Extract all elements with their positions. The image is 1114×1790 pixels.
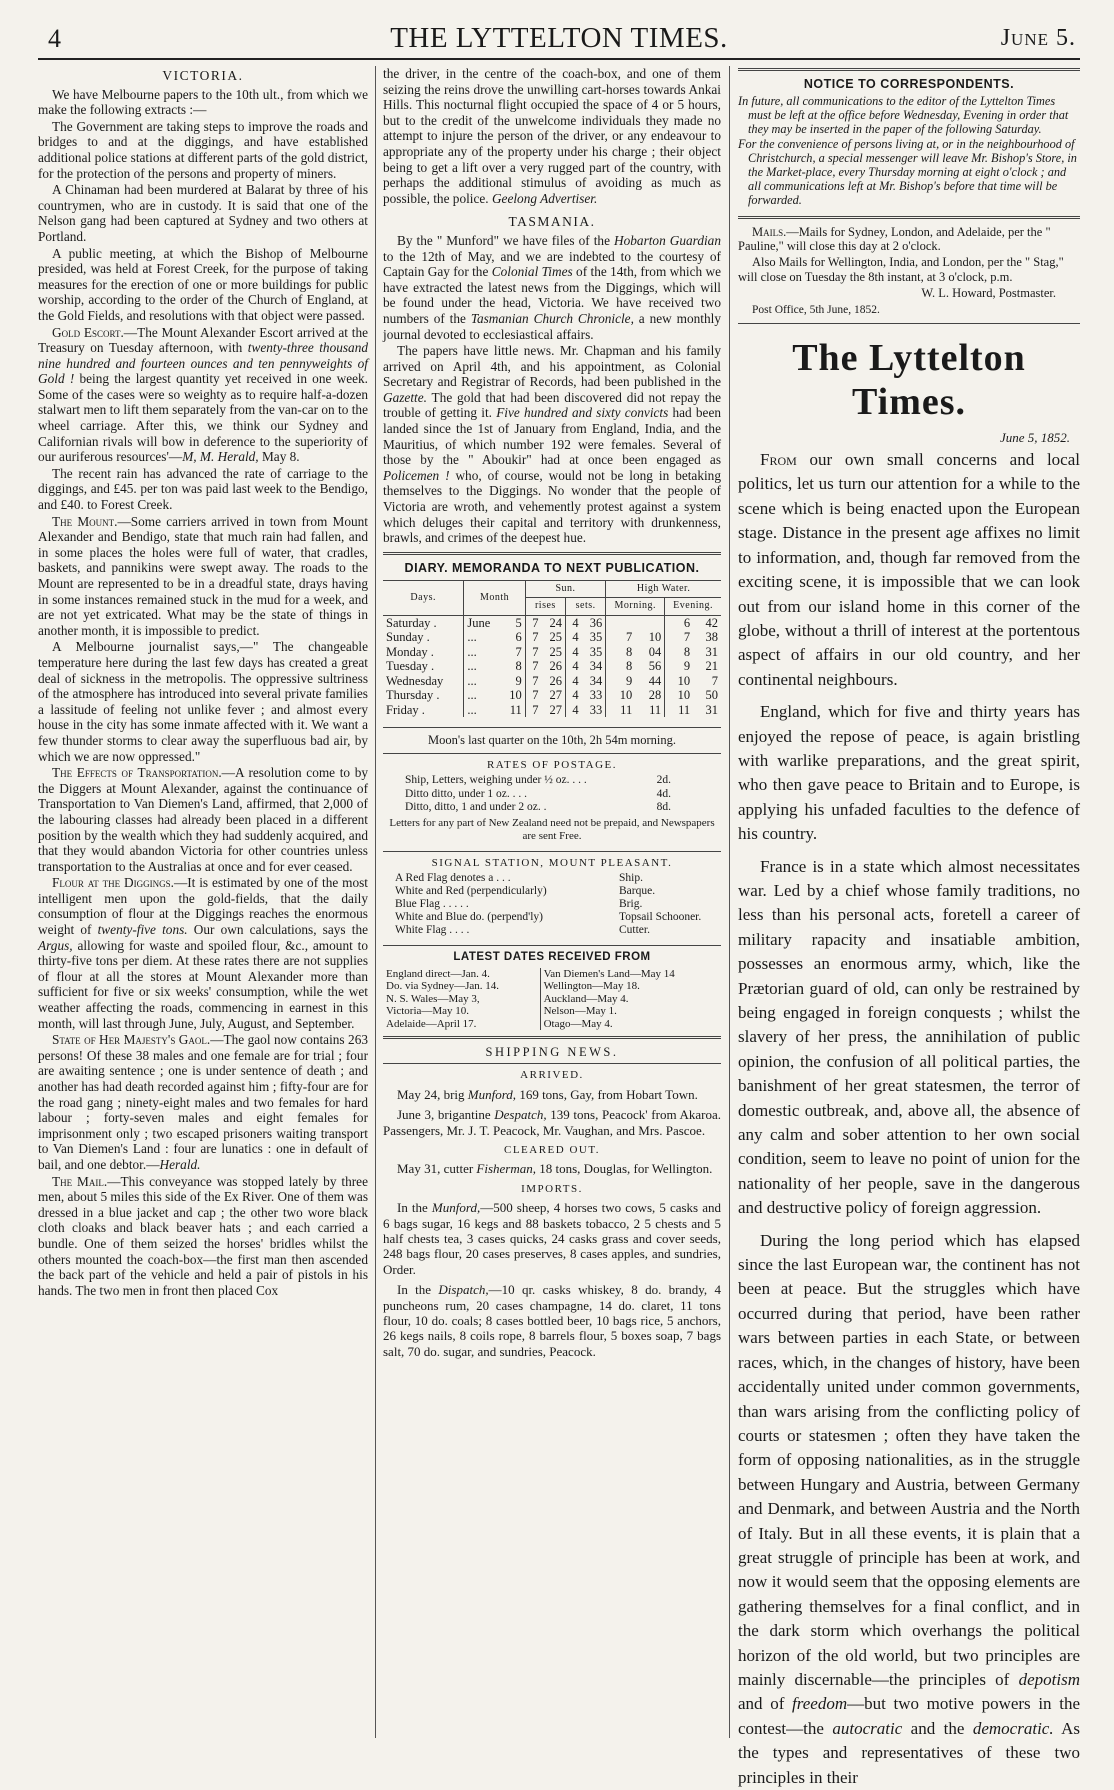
paragraph-lead: Gold Escort. xyxy=(52,324,124,340)
divider xyxy=(738,323,1080,324)
diary-cell: 38 xyxy=(705,630,718,645)
postmaster-signature: W. L. Howard, Postmaster. xyxy=(921,286,1056,301)
column-2 xyxy=(383,66,721,1738)
text-run: to the 12th of May, and we are indebted to the courtesy of Captain Gay for the xyxy=(383,248,721,280)
diary-cell: 4 xyxy=(566,615,582,630)
article-paragraph: A Melbourne journalist says,—" The changeable temperature here during the last few days has created a great deal of sickness in the metropolis. The oppressive sultriness of the atmosphere has introduced into several private families a lassitude of feeling not unlike fever ; and almost every house in the city has some inmate affected with it. We want a few thunder storms to clear away the superfluous bad air, by which we are now oppressed." xyxy=(38,639,368,764)
signal-flag: A Red Flag denotes a . . . xyxy=(395,871,511,884)
cleared-item xyxy=(383,1161,721,1176)
italic-run: Hobarton Guardian xyxy=(614,232,721,248)
italic-run: democratic. xyxy=(972,1718,1054,1738)
editorial-body xyxy=(738,448,1080,1790)
diary-cell: 10 xyxy=(648,630,662,645)
tasmania-heading: TASMANIA. xyxy=(508,214,596,230)
postage-row xyxy=(405,774,721,788)
text-run: May 24, brig xyxy=(397,1086,468,1102)
diary-cell: 5 xyxy=(515,615,522,630)
import-item xyxy=(383,1200,721,1277)
latest-right: Van Diemen's Land—May 14 xyxy=(540,968,721,981)
diary-cell: Friday . xyxy=(386,702,425,717)
editorial-paragraph xyxy=(738,1229,1080,1790)
diary-row xyxy=(383,674,721,689)
import-item xyxy=(383,1282,721,1359)
diary-cell: 7 xyxy=(525,688,541,703)
mails-paragraph xyxy=(738,225,1080,254)
diary-cell: ... xyxy=(464,645,501,660)
text-run: —A resolution come to by the Diggers at Mount Alexander, against the continuance of Transportation to Van Diemen's Land, affirmed, that 2,000 of the labouring classes had already been placed in a different position by the wealth which they had suddenly acquired, and that they would abandon Victoria for other countries unless transportation to the Australias at once and for ever ceased. xyxy=(38,765,369,874)
diary-cell: ... xyxy=(464,630,501,645)
paragraph-lead: Mails. xyxy=(752,224,787,239)
diary-cell: 7 xyxy=(665,630,693,645)
diary-cell: 7 xyxy=(606,630,635,645)
diary-cell: 10 xyxy=(665,674,693,689)
diary-cell: 11 xyxy=(665,703,693,718)
diary-table xyxy=(383,580,721,718)
diary-cell: 7 xyxy=(525,645,541,660)
diary-cell: 28 xyxy=(648,688,662,703)
arrived-item xyxy=(383,1087,721,1102)
signals-title: SIGNAL STATION, MOUNT PLEASANT. xyxy=(431,856,673,869)
paragraph-lead: State of Her Majesty's Gaol. xyxy=(52,1032,211,1048)
diary-cell: 26 xyxy=(549,659,563,674)
article-paragraph: A public meeting, at which the Bishop of Melbourne presided, was held at Forest Creek, for the purpose of taking measures for the erection of one or more buildings for public worship, according to the order of the Church of England, at the Gold Fields, and resolutions with that object were passed. xyxy=(38,245,368,323)
postage-note: Letters for any part of New Zealand need not be prepaid, and Newspapers are sent Free. xyxy=(389,816,715,842)
diary-cell: Saturday . xyxy=(386,615,437,630)
shipping-title: SHIPPING NEWS. xyxy=(485,1045,619,1060)
postage-label: Ship, Letters, weighing under ½ oz. . . . xyxy=(405,774,587,787)
column-rule xyxy=(375,66,376,1738)
diary-cell: 34 xyxy=(589,673,603,688)
diary-cell: 6 xyxy=(665,615,693,630)
arrived-item xyxy=(383,1107,721,1138)
diary-cell: Wednesday xyxy=(386,673,444,688)
italic-run: Tasmanian Church Chronicle, xyxy=(470,310,634,326)
diary-cell: 4 xyxy=(566,659,582,674)
diary-cell: 10 xyxy=(509,688,522,703)
cleared-heading: CLEARED OUT. xyxy=(503,1143,600,1156)
diary-cell: 35 xyxy=(589,630,603,645)
diary-cell: 7 xyxy=(525,674,541,689)
divider xyxy=(738,68,1080,71)
diary-cell: 24 xyxy=(549,615,563,630)
diary-cell: 42 xyxy=(705,615,718,630)
text-run: —Mails for Sydney, London, and Adelaide, per the " Pauline," will close this day at 2 o'clock. xyxy=(738,224,1051,254)
diary-cell: 9 xyxy=(515,673,522,688)
latest-row xyxy=(383,1018,721,1031)
notice-body xyxy=(738,94,1080,208)
latest-right: Otago—May 4. xyxy=(540,1018,721,1031)
latest-right: Wellington—May 18. xyxy=(540,980,721,993)
text-run: —10 qr. casks whiskey, 8 do. brandy, 4 puncheons rum, 20 cases champagne, 14 do. claret, 11 tons flour, 10 do. coals; 8 cases bottled beer, 10 bags rice, 5 anchors, 26 kegs nails, 8 coils rope, 8 barrels flour, 5 boxes soap, 7 bags salt, 70 do. sugar, and sundries, Peacock. xyxy=(383,1282,722,1359)
text-run: of the 14th, from which we have extracted the latest news from the Diggings, which will be found under the head, Victoria. We have received two numbers of the xyxy=(383,264,722,326)
col-month: Month xyxy=(464,580,525,615)
col-high-water: High Water. xyxy=(606,580,721,598)
text-run: Our own calculations, says the xyxy=(187,922,368,938)
diary-row xyxy=(383,615,721,630)
signal-vessel: Topsail Schooner. xyxy=(619,910,702,923)
diary-cell: 44 xyxy=(648,673,662,688)
tasmania-paragraph xyxy=(383,233,721,342)
italic-run: twenty-three thousand nine hundred and fourteen ounces and ten pennyweights of Gold ! xyxy=(38,340,368,387)
diary-row xyxy=(383,630,721,645)
article-paragraph: We have Melbourne papers to the 10th ult., from which we make the following extracts :— xyxy=(38,86,368,118)
diary-row xyxy=(383,659,721,674)
text-run: being the largest quantity yet received in one week. Some of the cases were so weighty as to require half-a-dozen stalwart men to lift them separately from the van-car on to the wheel carriage. After this, we think our Sydney and Californian rivals will bow in deference to the superiority of our auriferous resources'— xyxy=(38,371,368,465)
italic-run: Colonial Times xyxy=(491,264,573,280)
diary-cell: ... xyxy=(464,659,501,674)
moon-note: Moon's last quarter on the 10th, 2h 54m morning. xyxy=(427,733,677,748)
latest-right: Auckland—May 4. xyxy=(540,993,721,1006)
col-sets: sets. xyxy=(566,598,606,616)
diary-cell: June xyxy=(464,615,501,630)
divider xyxy=(383,1036,721,1039)
divider xyxy=(383,1063,721,1064)
italic-run: depotism xyxy=(1018,1669,1080,1689)
diary-cell: ... xyxy=(464,674,501,689)
latest-left: Adelaide—April 17. xyxy=(386,1017,477,1030)
editorial-date: June 5, 1852. xyxy=(999,430,1070,446)
diary-cell: 21 xyxy=(705,659,718,674)
text-run: who, of course, would not be long in betaking themselves to the Diggings. No wonder that the people of Victoria are wroth, and vehemently protest against a system which deluges their capital and territory with drunkenness, brawls, and crimes of the deepest hue. xyxy=(383,467,721,546)
diary-cell: 7 xyxy=(525,630,541,645)
postage-rate: 8d. xyxy=(656,801,671,814)
text-run: 18 tons, Douglas, for Wellington. xyxy=(536,1161,713,1177)
diary-cell: 4 xyxy=(566,645,582,660)
latest-left: Do. via Sydney—Jan. 14. xyxy=(386,980,500,993)
col-morning: Morning. xyxy=(606,598,665,616)
diary-cell: 31 xyxy=(705,644,718,659)
text-run: 139 tons, Peacock' from Akaroa. Passengers, Mr. J. T. Peacock, Mr. Vaughan, and Mrs. Pascoe. xyxy=(383,1107,721,1138)
signal-flag: Blue Flag . . . . . xyxy=(395,897,469,910)
diary-cell: 6 xyxy=(515,630,522,645)
latest-left: N. S. Wales—May 3, xyxy=(386,992,480,1005)
diary-cell: 04 xyxy=(648,644,662,659)
editorial-paragraph: France is in a state which almost necessitates war. Led by a chief whose family traditions, no less than his personal acts, foretell a career of military rapacity and insatiable ambition, possesses an enormous army, which, like the Prætorian guard of old, can only be restrained by being engaged in foreign conquests ; whilst the slavery of her press, the annihilation of public opinion, the confusion of all political parties, the banishment of her great statesmen, the terror of domestic outbreak, and, above all, the absence of any calm and sober attention to her own social condition, seem to leave no point of union for the nationality of her people, save in the dangerous and destructive policy of foreign aggression. xyxy=(738,856,1080,1218)
latest-right: Nelson—May 1. xyxy=(540,1005,721,1018)
text-run: May 8. xyxy=(258,449,300,465)
paragraph-lead: The Effects of Transportation. xyxy=(52,765,222,781)
italic-run: freedom xyxy=(792,1694,848,1714)
ship-name: Munford, xyxy=(431,1200,481,1216)
postage-label: Ditto, ditto, 1 and under 2 oz. . xyxy=(405,801,547,814)
italic-run: Gazette. xyxy=(383,389,427,405)
postage-row xyxy=(405,801,721,815)
page-number: 4 xyxy=(48,24,61,53)
signal-vessel: Barque. xyxy=(619,884,656,897)
diary-cell: 27 xyxy=(549,688,563,703)
imports-heading: IMPORTS. xyxy=(521,1182,583,1195)
signal-vessel: Brig. xyxy=(619,897,643,910)
diary-cell: 4 xyxy=(566,630,582,645)
columns xyxy=(38,66,1080,1787)
column-3 xyxy=(738,66,1080,1787)
text-run: —The Mount Alexander Escort arrived at the Treasury on Tuesday afternoon, with xyxy=(38,324,368,356)
text-run: By the " Munford" we have files of the xyxy=(397,232,615,248)
diary-row xyxy=(383,688,721,703)
diary-cell: 11 xyxy=(649,702,662,717)
signal-flag: White Flag . . . . xyxy=(395,923,470,936)
diary-cell: 7 xyxy=(525,703,541,718)
latest-row xyxy=(383,993,721,1006)
paragraph-lead: The Mail. xyxy=(52,1173,108,1189)
divider xyxy=(383,851,721,852)
ship-name: Dispatch, xyxy=(438,1282,489,1298)
text-run: —but two motive powers in the contest—the xyxy=(738,1694,1080,1738)
text-run: 169 tons, Gay, from Hobart Town. xyxy=(516,1086,698,1102)
mail-paragraph xyxy=(38,1174,368,1299)
tasmania-paragraph xyxy=(383,343,721,546)
diary-row xyxy=(383,645,721,660)
text-run: June 3, brigantine xyxy=(397,1107,495,1123)
diary-cell: 8 xyxy=(606,645,635,660)
diary-cell: 4 xyxy=(566,703,582,718)
divider xyxy=(383,753,721,754)
latest-title: LATEST DATES RECEIVED FROM xyxy=(453,950,651,963)
source-citation: M, M. Herald, xyxy=(182,449,259,465)
diary-cell: 25 xyxy=(549,644,563,659)
diary-cell: 8 xyxy=(515,659,522,674)
text-run: —This conveyance was stopped lately by three men, about 5 miles this side of the Ex River. One of them was dressed in a blue jacket and cap ; the other two wore black cloth cloaks and black beaver hats ; and each carried a bundle. One of them seized the horses' bridles whilst the others mounted the coach-box—the first man then ascended the back part of the vehicle and held a pair of pistols in his hands. The two men in front then placed Cox xyxy=(38,1173,368,1298)
col-sun: Sun. xyxy=(525,580,605,598)
paragraph-lead: From xyxy=(760,450,797,470)
diary-cell: ... xyxy=(464,688,501,703)
text-run: During the long period which has elapsed since the last European war, the continent has not been at peace. But the struggles which have occurred during that period, have been rather wars between parties in each State, or between races, which, in the changes of history, have been accidentally united under common governments, than wars arising from the conflicting policy of courts or statesmen ; often they have taken the form of opposing nationalities, as in the struggle between Hungary and Austria, between Germany and Denmark, and between Austria and the North of Italy. But in all these events, it is plain that a great struggle of principle has been at work, and now it would seem that the opposing elements are gathering themselves for a final conflict, and in the dark storm which overhangs the political horizon of the old world, but two principles are mainly discernable—the principles of xyxy=(738,1230,1080,1689)
article-paragraph: The recent rain has advanced the rate of carriage to the diggings, and £45. per ton was paid last week to the Bendigo, and £40. to Forest Creek. xyxy=(38,465,368,513)
source-citation: Geelong Advertiser. xyxy=(491,190,598,206)
diary-cell: Thursday . xyxy=(386,688,440,703)
ship-name: Munford, xyxy=(467,1086,517,1102)
text-run: —The gaol now contains 263 persons! Of these 38 males and one female are for trial ; four are awaiting sentence ; one is under sentence of death ; and another has had death recorded against him ; fifty-four are for the road gang ; ninety-eight males and two females for hard labour ; forty-seven males and eight females for imprisonment only ; two escaped prisoners waiting transport to Van Diemen's Land : four are lunatics : one in default of bail, and one debtor.— xyxy=(38,1032,368,1172)
diary-cell: 8 xyxy=(665,645,693,660)
article-paragraph: A Chinaman had been murdered at Balarat by three of his countrymen, who are in custody. It is said that one of the Nelson gang had been captured at Sydney and two others at Portland. xyxy=(38,182,368,244)
diary-cell xyxy=(635,615,664,630)
diary-cell: 9 xyxy=(606,674,635,689)
diary-cell: Tuesday . xyxy=(386,659,435,674)
signal-vessel: Cutter. xyxy=(619,923,650,936)
diary-cell: 7 xyxy=(525,659,541,674)
postage-title: RATES OF POSTAGE. xyxy=(486,759,618,772)
gaol-paragraph xyxy=(38,1032,368,1172)
diary-cell: 4 xyxy=(566,674,582,689)
diary-cell: Monday . xyxy=(386,644,434,659)
editorial-paragraph xyxy=(738,448,1080,692)
diary-cell: 26 xyxy=(549,673,563,688)
text-run: and the xyxy=(902,1718,973,1738)
mails-notice xyxy=(738,225,1080,317)
text-run: and of xyxy=(738,1694,793,1714)
source-citation: Herald. xyxy=(159,1156,201,1172)
diary-cell: 7 xyxy=(515,644,522,659)
latest-left: England direct—Jan. 4. xyxy=(386,967,490,980)
column-rule xyxy=(729,66,730,1738)
signal-row xyxy=(395,898,721,911)
mails-paragraph: Also Mails for Wellington, India, and London, per the " Stag," will close on Tuesday the 8th instant, at 3 o'clock, p.m. xyxy=(738,255,1064,284)
divider xyxy=(383,727,721,728)
diary-cell: 11 xyxy=(606,703,635,718)
latest-dates-table xyxy=(383,968,721,1031)
col-rises: rises xyxy=(525,598,565,616)
article-paragraph: The Government are taking steps to improve the roads and bridges to and at the diggings, and have established additional police stations at different parts of the gold district, for the protection of the persons and property of miners. xyxy=(38,118,368,181)
text-run: —500 sheep, 4 horses two cows, 5 casks and 6 bags sugar, 16 kegs and 88 baskets tobacco, 2 5 chests and 5 half chests tea, 3 cases quicks, 24 casks grass and cover seeds, 248 bags flour, 20 cases preserves, 8 cases apples, and sundries, Order. xyxy=(383,1200,721,1277)
text-run: allowing for waste and spoiled flour, &c., amount to thirty-five tons per diem. At these rates there are not supplies of flour at all the stores at Mount Alexander more than sufficient for five or six weeks' consumption, while the wet weather affecting the roads, commencing in earnest in this month, will last through June, July, August, and September. xyxy=(38,937,368,1031)
diary-cell: 56 xyxy=(648,659,662,674)
victoria-heading: VICTORIA. xyxy=(162,68,244,83)
diary-cell: 25 xyxy=(549,630,563,645)
italic-run: Five hundred and sixty convicts xyxy=(496,405,669,421)
italic-run: twenty-five tons. xyxy=(97,922,188,938)
signal-list xyxy=(383,872,721,937)
diary-cell: 33 xyxy=(589,702,603,717)
imports-list xyxy=(383,1200,721,1359)
text-run: —It is estimated by one of the most intelligent men upon the gold-fields, that the daily consumption of flour at the Diggings reaches the enormous weight of xyxy=(38,875,368,938)
signal-vessel: Ship. xyxy=(619,871,643,884)
text-run: May 31, cutter xyxy=(397,1161,477,1177)
signal-row xyxy=(395,885,721,898)
post-office-date: Post Office, 5th June, 1852. xyxy=(752,303,880,316)
diary-cell: Sunday . xyxy=(386,630,430,645)
signal-flag: White and Blue do. (perpend'ly) xyxy=(395,910,544,923)
text-run: The gold that had been discovered did not repay the trouble of getting it. xyxy=(383,389,721,421)
text-run: had been landed since the 1st of January from England, India, and the Mauritius, of which number 192 were females. Several of those by the " Aboukir" had at once been engaged as xyxy=(383,405,722,468)
arrived-list xyxy=(383,1087,721,1138)
signal-row xyxy=(395,924,721,937)
diary-cell: 27 xyxy=(549,702,563,717)
diary-cell: 36 xyxy=(589,615,603,630)
text-run: —Some carriers arrived in town from Mount Alexander and Bendigo, state that much rain had fallen, and in some places the holes were full of water, that cradles, baskets, and pannikins were swept away. The roads to the Mount are represented to be in a dreadful state, drays having in some instances remained stuck in the mud for a week, and are not yet extricated. What may be the state of things in another month, it is impossible to predict. xyxy=(38,513,368,638)
flour-paragraph xyxy=(38,875,368,1031)
ship-name: Fisherman, xyxy=(476,1161,537,1177)
divider xyxy=(383,552,721,555)
divider xyxy=(383,945,721,946)
diary-cell: 4 xyxy=(566,688,582,703)
latest-row xyxy=(383,968,721,981)
text-run: As the types and representatives of these two principles in their xyxy=(738,1718,1080,1787)
italic-run: autocratic xyxy=(832,1718,903,1738)
diary-row xyxy=(383,703,721,718)
notice-title: NOTICE TO CORRESPONDENTS. xyxy=(803,77,1015,91)
diary-cell: 35 xyxy=(589,644,603,659)
transportation-paragraph xyxy=(38,765,368,874)
diary-cell: 7 xyxy=(711,673,718,688)
paragraph-lead: Flour at the Diggings. xyxy=(52,875,174,891)
editorial-masthead: The Lyttelton Times. xyxy=(792,337,1026,424)
diary-cell: ... xyxy=(464,703,501,718)
text-run: our own small concerns and local politics, let us turn our attention for a while to the scene which is being enacted upon the European stage. Distance in the present age affixes no limit to information, and, though far removed from the exciting scene, it is impossible that we can look out from our island home in this corner of the globe, without a thrill of interest at the portentous aspect of affairs in our old country, and her continental neighbours. xyxy=(738,450,1080,689)
diary-cell: 10 xyxy=(665,688,693,703)
issue-date: June 5. xyxy=(1000,25,1076,51)
diary-cell: 10 xyxy=(606,688,635,703)
diary-cell: 7 xyxy=(525,615,541,630)
ship-name: Despatch, xyxy=(494,1107,547,1123)
diary-title: DIARY. MEMORANDA TO NEXT PUBLICATION. xyxy=(404,560,700,575)
latest-row xyxy=(383,1005,721,1018)
text-run: The papers have little news. Mr. Chapman and his family arrived on April 4th, and his appointment, as Colonial Secretary and Registrar of Records, had been published in the xyxy=(383,343,721,390)
signal-row xyxy=(395,872,721,885)
diary-cell xyxy=(606,615,635,630)
col-evening: Evening. xyxy=(665,598,721,616)
text-run: the driver, in the centre of the coach-box, and one of them seizing the reins drove the unwilling cart-horses towards Ankai Hills. This nocturnal flight occupied the space of 4 or 5 hours, but to the credit of the unwelcome individuals they made no attempt to injure the person of the driver, or any endeavour to appropriate any of the property under his charge ; their object being to get a lift over a very rugged part of the country, with perhaps the additional stimulus of avoiding as much as possible, the police. xyxy=(383,66,721,206)
postage-row xyxy=(405,788,721,802)
latest-left: Victoria—May 10. xyxy=(386,1005,470,1018)
diary-cell: 34 xyxy=(589,659,603,674)
divider xyxy=(738,216,1080,219)
notice-paragraph: For the convenience of persons living at, or in the neighbourhood of Christchurch, a special messenger will leave Mr. Bishop's Store, in the Market-place, every Thursday morning at eight o'clock ; and all communications left at Mr. Bishop's before that time will be forwarded. xyxy=(738,136,1077,208)
diary-cell: 33 xyxy=(589,688,603,703)
postage-rate: 2d. xyxy=(656,774,671,787)
editorial-paragraph: England, which for five and thirty years has enjoyed the repose of peace, is again bristling with warlike preparations, and the great spirit, who then gave peace to Britain and to Europe, is applying his unfaded faculties to the defence of his country. xyxy=(738,702,1080,844)
signal-flag: White and Red (perpendicularly) xyxy=(395,884,547,897)
diary-cell: 8 xyxy=(606,659,635,674)
postage-rate: 4d. xyxy=(656,787,671,800)
text-run: In the xyxy=(397,1200,432,1216)
arrived-heading: ARRIVED. xyxy=(520,1069,584,1082)
newspaper-title: THE LYTTELTON TIMES. xyxy=(390,22,728,54)
paragraph-lead: The Mount. xyxy=(52,513,118,529)
latest-row xyxy=(383,980,721,993)
col-days: Days. xyxy=(383,580,464,615)
text-run: In the xyxy=(397,1282,439,1298)
diary-cell: 11 xyxy=(509,702,522,717)
diary-cell: 50 xyxy=(705,688,718,703)
postage-label: Ditto ditto, under 1 oz. . . . xyxy=(405,787,528,800)
mail-continued xyxy=(383,66,721,206)
signal-row xyxy=(395,911,721,924)
masthead xyxy=(38,18,1080,60)
gold-escort-paragraph xyxy=(38,325,368,465)
diary-cell: 9 xyxy=(665,659,693,674)
diary-cell: 31 xyxy=(705,702,718,717)
italic-run: Argus, xyxy=(38,937,73,953)
the-mount-paragraph xyxy=(38,514,368,639)
text-run: a new monthly journal devoted to ecclesiastical affairs. xyxy=(383,310,721,342)
column-1 xyxy=(38,66,368,1738)
italic-run: Policemen ! xyxy=(383,467,450,483)
notice-paragraph: In future, all communications to the editor of the Lyttelton Times must be left at the office before Wednesday, Evening in order that they may be inserted in the paper of the following Saturday. xyxy=(738,94,1069,137)
postage-rates xyxy=(383,774,721,815)
